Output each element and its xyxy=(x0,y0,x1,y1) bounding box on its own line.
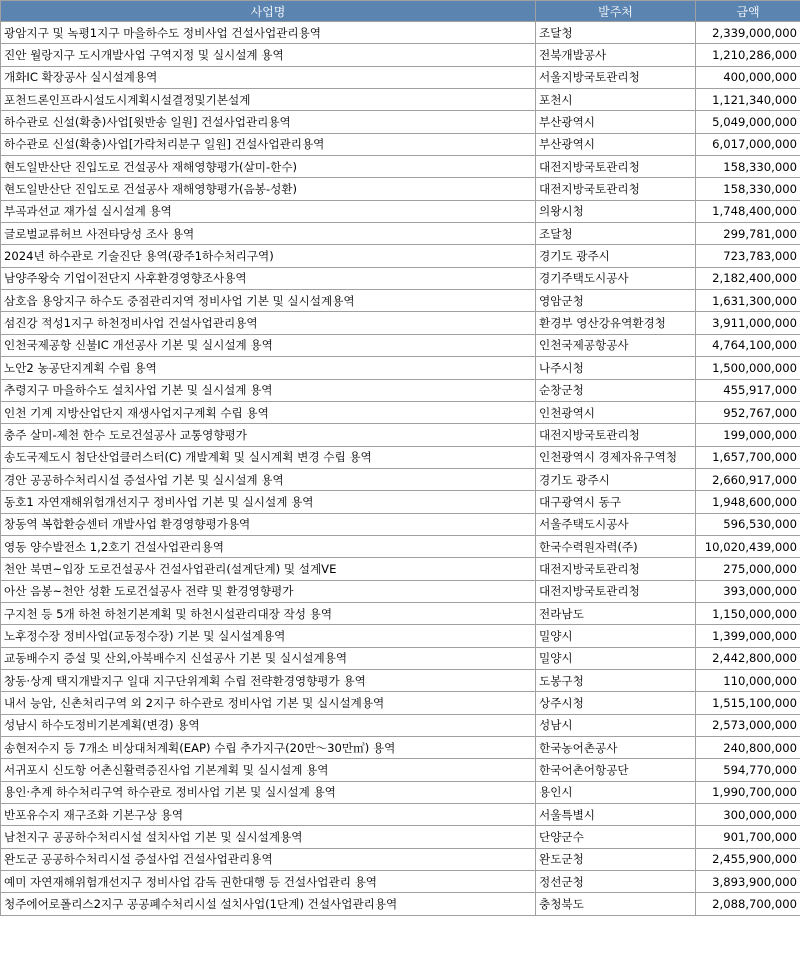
project-name-cell: 남천지구 공공하수처리시설 설치사업 기본 및 실시설계용역 xyxy=(1,826,536,848)
project-name-cell: 포천드론인프라시설도시계획시설결정및기본설계 xyxy=(1,89,536,111)
table-row xyxy=(1,871,800,893)
client-cell: 서울주택도시공사 xyxy=(536,513,696,535)
client-cell: 경기주택도시공사 xyxy=(536,267,696,289)
client-cell: 대전지방국토관리청 xyxy=(536,156,696,178)
amount-cell: 110,000,000 xyxy=(696,669,800,691)
project-name-cell: 창동·상계 택지개발지구 일대 지구단위계획 수립 전략환경영향평가 용역 xyxy=(1,669,536,691)
amount-cell: 1,500,000,000 xyxy=(696,357,800,379)
project-name-cell: 현도일반산단 진입도로 건설공사 재해영향평가(음봉-성환) xyxy=(1,178,536,200)
client-cell: 대전지방국토관리청 xyxy=(536,424,696,446)
amount-cell: 1,150,000,000 xyxy=(696,602,800,624)
table-row xyxy=(1,848,800,870)
project-name-cell: 글로벌교류허브 사전타당성 조사 용역 xyxy=(1,223,536,245)
client-cell: 정선군청 xyxy=(536,871,696,893)
amount-cell: 1,948,600,000 xyxy=(696,491,800,513)
table-body xyxy=(1,22,800,916)
project-name-cell: 내서 능암, 신촌처리구역 외 2지구 하수관로 정비사업 기본 및 실시설계용역 xyxy=(1,692,536,714)
amount-cell: 199,000,000 xyxy=(696,424,800,446)
client-cell: 서울지방국토관리청 xyxy=(536,66,696,88)
table-row xyxy=(1,692,800,714)
client-cell: 단양군수 xyxy=(536,826,696,848)
client-cell: 전북개발공사 xyxy=(536,44,696,66)
table-row xyxy=(1,602,800,624)
project-name-cell: 서귀포시 신도항 어촌신활력증진사업 기본계획 및 실시설계 용역 xyxy=(1,759,536,781)
project-name-cell: 2024년 하수관로 기술진단 용역(광주1하수처리구역) xyxy=(1,245,536,267)
client-cell: 전라남도 xyxy=(536,602,696,624)
project-name-cell: 반포유수지 재구조화 기본구상 용역 xyxy=(1,804,536,826)
amount-cell: 3,911,000,000 xyxy=(696,312,800,334)
project-name-cell: 인천국제공항 신불IC 개선공사 기본 및 실시설계 용역 xyxy=(1,334,536,356)
client-cell: 한국어촌어항공단 xyxy=(536,759,696,781)
amount-cell: 455,917,000 xyxy=(696,379,800,401)
table-row xyxy=(1,89,800,111)
client-cell: 도봉구청 xyxy=(536,669,696,691)
client-cell: 경기도 광주시 xyxy=(536,468,696,490)
client-cell: 부산광역시 xyxy=(536,111,696,133)
amount-cell: 158,330,000 xyxy=(696,156,800,178)
client-cell: 대구광역시 동구 xyxy=(536,491,696,513)
table-row xyxy=(1,647,800,669)
project-name-cell: 구지천 등 5개 하천 하천기본계획 및 하천시설관리대장 작성 용역 xyxy=(1,602,536,624)
project-name-cell: 하수관로 신설(확충)사업[윗반송 일원] 건설사업관리용역 xyxy=(1,111,536,133)
amount-cell: 1,631,300,000 xyxy=(696,290,800,312)
table-row xyxy=(1,781,800,803)
project-name-cell: 아산 음봉~천안 성환 도로건설공사 전략 및 환경영향평가 xyxy=(1,580,536,602)
amount-cell: 158,330,000 xyxy=(696,178,800,200)
amount-cell: 1,210,286,000 xyxy=(696,44,800,66)
project-name-cell: 용인·추계 하수처리구역 하수관로 정비사업 기본 및 실시설계 용역 xyxy=(1,781,536,803)
project-name-cell: 개화IC 확장공사 실시설계용역 xyxy=(1,66,536,88)
client-cell: 완도군청 xyxy=(536,848,696,870)
project-name-cell: 창동역 복합환승센터 개발사업 환경영향평가용역 xyxy=(1,513,536,535)
client-cell: 용인시 xyxy=(536,781,696,803)
table-row xyxy=(1,66,800,88)
project-name-cell: 현도일반산단 진입도로 건설공사 재해영향평가(살미-한수) xyxy=(1,156,536,178)
project-name-cell: 완도군 공공하수처리시설 증설사업 건설사업관리용역 xyxy=(1,848,536,870)
amount-cell: 596,530,000 xyxy=(696,513,800,535)
header-client: 발주처 xyxy=(536,1,696,22)
table-row xyxy=(1,401,800,423)
amount-cell: 2,182,400,000 xyxy=(696,267,800,289)
client-cell: 서울특별시 xyxy=(536,804,696,826)
client-cell: 나주시청 xyxy=(536,357,696,379)
project-name-cell: 남양주왕숙 기업이전단지 사후환경영향조사용역 xyxy=(1,267,536,289)
table-row xyxy=(1,535,800,557)
table-row xyxy=(1,223,800,245)
client-cell: 대전지방국토관리청 xyxy=(536,178,696,200)
table-row xyxy=(1,804,800,826)
client-cell: 충청북도 xyxy=(536,893,696,915)
table-row xyxy=(1,714,800,736)
client-cell: 밀양시 xyxy=(536,647,696,669)
header-amount: 금액 xyxy=(696,1,800,22)
amount-cell: 1,748,400,000 xyxy=(696,200,800,222)
table-row xyxy=(1,558,800,580)
table-row xyxy=(1,424,800,446)
client-cell: 조달청 xyxy=(536,223,696,245)
amount-cell: 400,000,000 xyxy=(696,66,800,88)
amount-cell: 2,339,000,000 xyxy=(696,22,800,44)
client-cell: 인천광역시 경제자유구역청 xyxy=(536,446,696,468)
table-row xyxy=(1,267,800,289)
project-name-cell: 부곡과선교 재가설 실시설계 용역 xyxy=(1,200,536,222)
client-cell: 상주시청 xyxy=(536,692,696,714)
amount-cell: 1,657,700,000 xyxy=(696,446,800,468)
client-cell: 순창군청 xyxy=(536,379,696,401)
project-name-cell: 하수관로 신설(확충)사업[가락처리분구 일원] 건설사업관리용역 xyxy=(1,133,536,155)
project-name-cell: 송현저수지 등 7개소 비상대처계획(EAP) 수립 추가지구(20만～30만㎥) 용역 xyxy=(1,737,536,759)
amount-cell: 299,781,000 xyxy=(696,223,800,245)
table-row xyxy=(1,446,800,468)
project-name-cell: 송도국제도시 첨단산업클러스터(C) 개발계획 및 실시계획 변경 수립 용역 xyxy=(1,446,536,468)
amount-cell: 2,660,917,000 xyxy=(696,468,800,490)
project-name-cell: 추령지구 마을하수도 설치사업 기본 및 실시설계 용역 xyxy=(1,379,536,401)
amount-cell: 275,000,000 xyxy=(696,558,800,580)
project-name-cell: 노안2 농공단지계획 수립 용역 xyxy=(1,357,536,379)
client-cell: 영암군청 xyxy=(536,290,696,312)
amount-cell: 393,000,000 xyxy=(696,580,800,602)
table-row xyxy=(1,669,800,691)
project-name-cell: 성남시 하수도정비기본계획(변경) 용역 xyxy=(1,714,536,736)
amount-cell: 723,783,000 xyxy=(696,245,800,267)
table-row xyxy=(1,178,800,200)
table-row xyxy=(1,111,800,133)
client-cell: 포천시 xyxy=(536,89,696,111)
project-name-cell: 청주에어로폴리스2지구 공공폐수처리시설 설치사업(1단계) 건설사업관리용역 xyxy=(1,893,536,915)
client-cell: 대전지방국토관리청 xyxy=(536,580,696,602)
table-row xyxy=(1,22,800,44)
project-name-cell: 천안 북면~입장 도로건설공사 건설사업관리(설계단계) 및 설계VE xyxy=(1,558,536,580)
amount-cell: 2,088,700,000 xyxy=(696,893,800,915)
table-row xyxy=(1,379,800,401)
project-name-cell: 영동 양수발전소 1,2호기 건설사업관리용역 xyxy=(1,535,536,557)
client-cell: 한국수력원자력(주) xyxy=(536,535,696,557)
amount-cell: 2,455,900,000 xyxy=(696,848,800,870)
table-row xyxy=(1,133,800,155)
project-name-cell: 삼호읍 용앙지구 하수도 중점관리지역 정비사업 기본 및 실시설계용역 xyxy=(1,290,536,312)
amount-cell: 5,049,000,000 xyxy=(696,111,800,133)
amount-cell: 2,573,000,000 xyxy=(696,714,800,736)
amount-cell: 6,017,000,000 xyxy=(696,133,800,155)
amount-cell: 594,770,000 xyxy=(696,759,800,781)
table-row xyxy=(1,759,800,781)
project-name-cell: 충주 살미-제천 한수 도로건설공사 교통영향평가 xyxy=(1,424,536,446)
client-cell: 인천광역시 xyxy=(536,401,696,423)
table-row xyxy=(1,357,800,379)
table-row xyxy=(1,468,800,490)
project-name-cell: 노후정수장 정비사업(교동정수장) 기본 및 실시설계용역 xyxy=(1,625,536,647)
client-cell: 성남시 xyxy=(536,714,696,736)
client-cell: 인천국제공항공사 xyxy=(536,334,696,356)
client-cell: 경기도 광주시 xyxy=(536,245,696,267)
table-row xyxy=(1,513,800,535)
amount-cell: 1,515,100,000 xyxy=(696,692,800,714)
project-name-cell: 경안 공공하수처리시설 증설사업 기본 및 실시설계 용역 xyxy=(1,468,536,490)
table-row xyxy=(1,44,800,66)
amount-cell: 1,990,700,000 xyxy=(696,781,800,803)
table-row xyxy=(1,312,800,334)
amount-cell: 952,767,000 xyxy=(696,401,800,423)
project-name-cell: 진안 월랑지구 도시개발사업 구역지정 및 실시설계 용역 xyxy=(1,44,536,66)
table-row xyxy=(1,826,800,848)
project-name-cell: 동호1 자연재해위험개선지구 정비사업 기본 및 실시설계 용역 xyxy=(1,491,536,513)
client-cell: 한국농어촌공사 xyxy=(536,737,696,759)
client-cell: 부산광역시 xyxy=(536,133,696,155)
client-cell: 대전지방국토관리청 xyxy=(536,558,696,580)
table-row xyxy=(1,625,800,647)
table-row xyxy=(1,491,800,513)
amount-cell: 240,800,000 xyxy=(696,737,800,759)
amount-cell: 4,764,100,000 xyxy=(696,334,800,356)
table-row xyxy=(1,245,800,267)
project-name-cell: 인천 기계 지방산업단지 재생사업지구계획 수립 용역 xyxy=(1,401,536,423)
amount-cell: 1,399,000,000 xyxy=(696,625,800,647)
client-cell: 환경부 영산강유역환경청 xyxy=(536,312,696,334)
amount-cell: 300,000,000 xyxy=(696,804,800,826)
table-row xyxy=(1,737,800,759)
table-row xyxy=(1,290,800,312)
amount-cell: 10,020,439,000 xyxy=(696,535,800,557)
amount-cell: 1,121,340,000 xyxy=(696,89,800,111)
client-cell: 밀양시 xyxy=(536,625,696,647)
client-cell: 조달청 xyxy=(536,22,696,44)
project-name-cell: 섬진강 적성1지구 하천정비사업 건설사업관리용역 xyxy=(1,312,536,334)
header-row xyxy=(1,1,800,22)
amount-cell: 901,700,000 xyxy=(696,826,800,848)
header-project-name: 사업명 xyxy=(1,1,536,22)
project-name-cell: 광암지구 및 녹평1지구 마을하수도 정비사업 건설사업관리용역 xyxy=(1,22,536,44)
amount-cell: 2,442,800,000 xyxy=(696,647,800,669)
project-name-cell: 예미 자연재해위험개선지구 정비사업 감독 권한대행 등 건설사업관리 용역 xyxy=(1,871,536,893)
project-name-cell: 교동배수지 증설 및 산외,아북배수지 신설공사 기본 및 실시설계용역 xyxy=(1,647,536,669)
table-row xyxy=(1,200,800,222)
client-cell: 의왕시청 xyxy=(536,200,696,222)
table-row xyxy=(1,334,800,356)
table-row xyxy=(1,156,800,178)
amount-cell: 3,893,900,000 xyxy=(696,871,800,893)
table-row xyxy=(1,580,800,602)
table-row xyxy=(1,893,800,915)
